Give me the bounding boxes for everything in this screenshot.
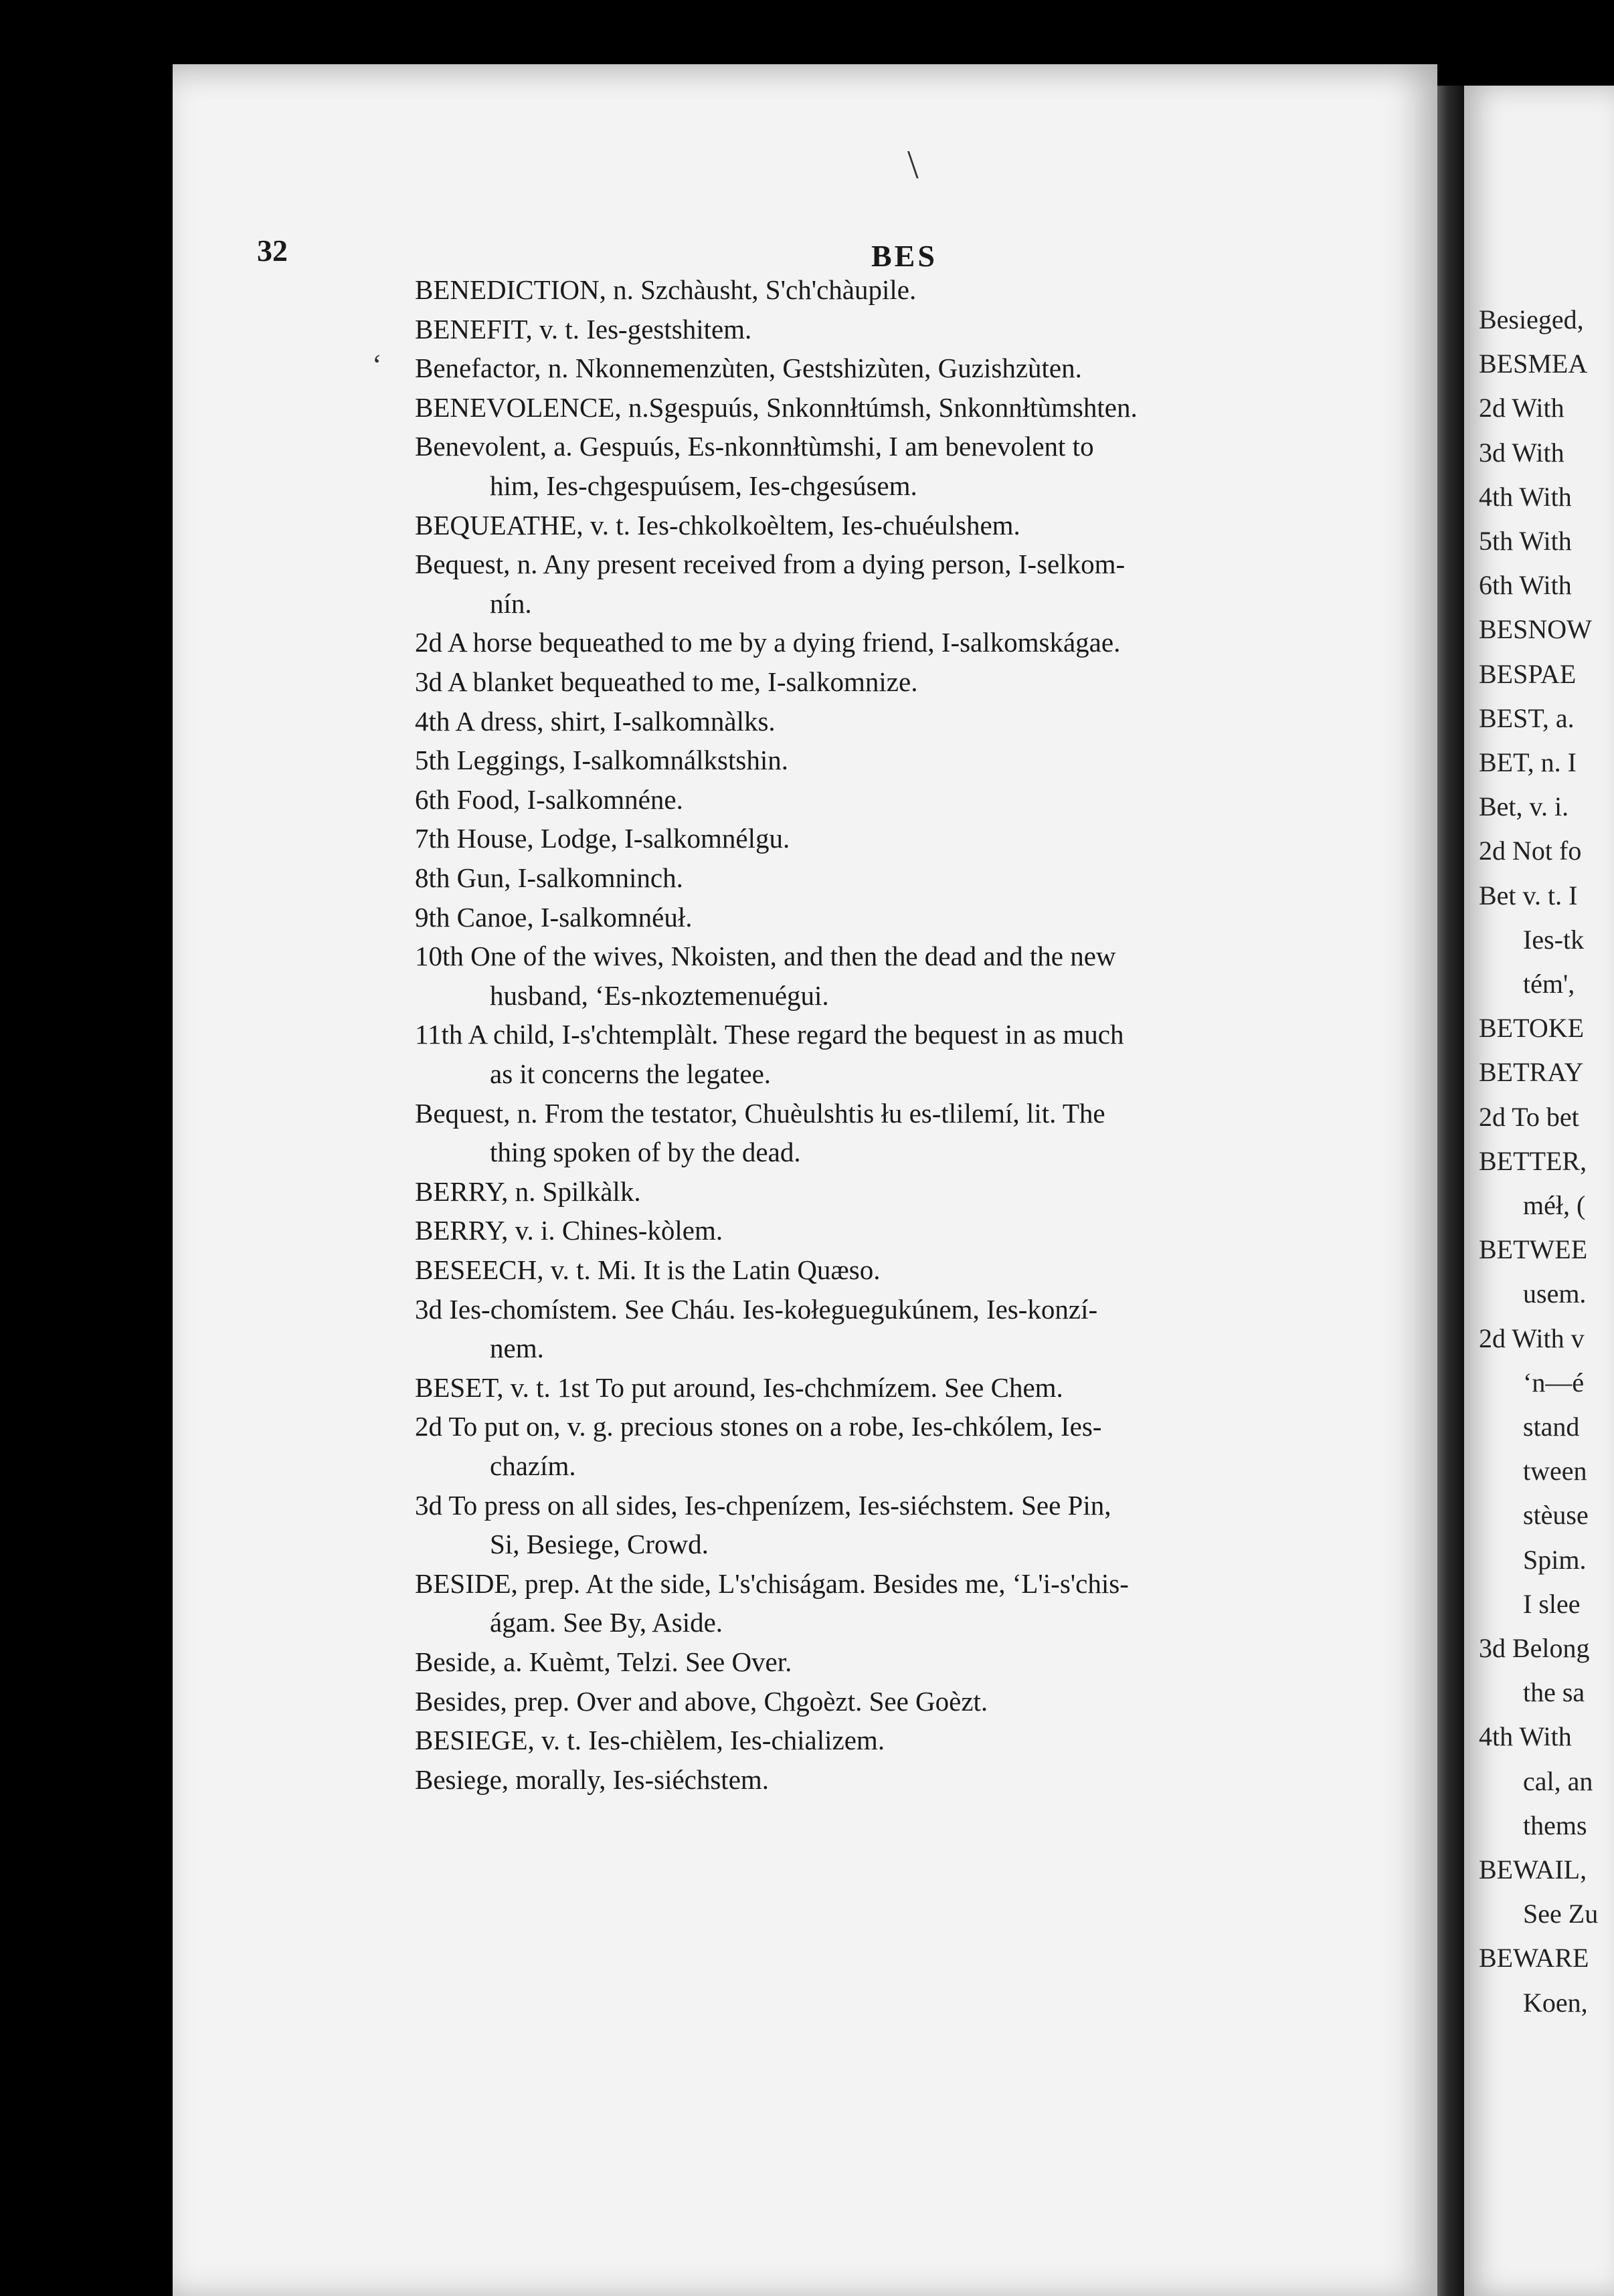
entry-line: 3d To press on all sides, Ies-chpenízem, Ies-siéchstem. See Pin, <box>415 1490 1111 1521</box>
entry-line: 3d Ies-chomístem. See Cháu. Ies-kołeguegukúnem, Ies-konzí- <box>415 1294 1098 1325</box>
facing-page-line: stèuse <box>1523 1500 1589 1530</box>
entry-line: BESEECH, v. t. Mi. It is the Latin Quæso. <box>415 1254 881 1285</box>
page-number: 32 <box>257 233 288 268</box>
facing-page-line: BEWARE <box>1479 1943 1589 1973</box>
facing-page-line: ‘n—é <box>1523 1367 1585 1398</box>
entry-line: 8th Gun, I-salkomninch. <box>415 862 683 893</box>
facing-page-line: BET, n. I <box>1479 747 1577 777</box>
facing-page-line: Spim. <box>1523 1545 1587 1575</box>
entry-line: BESIEGE, v. t. Ies-chièlem, Ies-chializem. <box>415 1725 885 1755</box>
facing-page-line: Koen, <box>1523 1988 1588 2018</box>
facing-page-line: 4th With <box>1479 482 1572 512</box>
entry-line: BENEDICTION, n. Szchàusht, S'ch'chàupile. <box>415 274 917 305</box>
entry-line: Besides, prep. Over and above, Chgoèzt. See Goèzt. <box>415 1686 988 1717</box>
facing-page-line: Bet, v. i. <box>1479 791 1569 822</box>
entry-line: Bequest, n. From the testator, Chuèulshtis łu es-tlilemí, lit. The <box>415 1098 1105 1129</box>
entry-line: 2d To put on, v. g. precious stones on a robe, Ies-chkólem, Ies- <box>415 1411 1102 1442</box>
entry-line: 3d A blanket bequeathed to me, I-salkomnize. <box>415 666 918 697</box>
entry-line: BERRY, v. i. Chines-kòlem. <box>415 1215 723 1246</box>
entry-line: BENEVOLENCE, n.Sgespuús, Snkonnłtúmsh, Snkonnłtùmshten. <box>415 392 1138 423</box>
entry-line: Beside, a. Kuèmt, Telzi. See Over. <box>415 1646 792 1677</box>
facing-page-line: BEST, a. <box>1479 703 1575 733</box>
facing-page-line: thems <box>1523 1810 1587 1840</box>
entry-line: chazím. <box>490 1450 576 1481</box>
facing-page-line: 4th With <box>1479 1721 1572 1751</box>
facing-page-line: méł, ( <box>1523 1190 1586 1220</box>
facing-page-line: 6th With <box>1479 570 1572 600</box>
entry-line: nem. <box>490 1333 544 1363</box>
facing-page-line: See Zu <box>1523 1899 1599 1929</box>
entry-line: BERRY, n. Spilkàlk. <box>415 1176 641 1207</box>
facing-page-line: Bet v. t. I <box>1479 880 1578 911</box>
entry-line: 11th A child, I-s'chtemplàlt. These regard the bequest in as much <box>415 1019 1124 1050</box>
entry-line: 2d A horse bequeathed to me by a dying friend, I-salkomskágae. <box>415 627 1121 658</box>
facing-page-line: BETRAY <box>1479 1057 1584 1087</box>
entry-line: BESIDE, prep. At the side, L's'chiságam. Besides me, ‘L'i-s'chis- <box>415 1568 1129 1599</box>
facing-page-line: Ies-tk <box>1523 925 1585 955</box>
entry-line: 6th Food, I-salkomnéne. <box>415 784 683 815</box>
facing-page-line: 2d To bet <box>1479 1102 1579 1132</box>
entry-line: husband, ‘Es-nkoztemenuégui. <box>490 980 829 1011</box>
facing-page-line: BESPAE <box>1479 659 1577 689</box>
facing-page-line: 2d With <box>1479 393 1564 423</box>
facing-page-line: 2d Not fo <box>1479 836 1582 866</box>
entry-line: 4th A dress, shirt, I-salkomnàlks. <box>415 706 776 737</box>
facing-page-line: BETTER, <box>1479 1146 1587 1176</box>
facing-page-line: cal, an <box>1523 1766 1593 1796</box>
facing-page <box>1464 86 1614 2296</box>
entry-line: BENEFIT, v. t. Ies-gestshitem. <box>415 314 752 345</box>
entry-line: BESET, v. t. 1st To put around, Ies-chchmízem. See Chem. <box>415 1372 1063 1403</box>
facing-page-line: usem. <box>1523 1278 1587 1309</box>
entry-line: him, Ies-chgespuúsem, Ies-chgesúsem. <box>490 470 917 501</box>
facing-page-line: 3d Belong <box>1479 1633 1590 1663</box>
entry-line: ágam. See By, Aside. <box>490 1607 723 1638</box>
entry-line: BEQUEATHE, v. t. Ies-chkolkoèltem, Ies-chuéulshem. <box>415 510 1020 541</box>
entry-line: Besiege, morally, Ies-siéchstem. <box>415 1764 770 1795</box>
facing-page-line: Besieged, <box>1479 304 1584 334</box>
facing-page-line: 3d With <box>1479 438 1564 468</box>
entry-line: 9th Canoe, I-salkomnéuł. <box>415 902 693 933</box>
entry-line: Bequest, n. Any present received from a dying person, I-selkom- <box>415 549 1126 579</box>
facing-page-line: BESMEA <box>1479 349 1588 379</box>
entry-line: 7th House, Lodge, I-salkomnélgu. <box>415 823 790 854</box>
entry-line: thing spoken of by the dead. <box>490 1137 801 1167</box>
facing-page-line: tween <box>1523 1456 1587 1486</box>
entry-line: as it concerns the legatee. <box>490 1058 772 1089</box>
entry-line: nín. <box>490 588 532 619</box>
entry-line: 10th One of the wives, Nkoisten, and then the dead and the new <box>415 941 1116 971</box>
facing-page-line: BETWEE <box>1479 1234 1588 1264</box>
running-head: BES <box>871 239 937 273</box>
facing-page-line: 5th With <box>1479 526 1572 556</box>
book-spine <box>1437 86 1464 2296</box>
facing-page-line: tém', <box>1523 969 1575 999</box>
facing-page-line: BEWAIL, <box>1479 1854 1587 1885</box>
entry-line: Benefactor, n. Nkonnemenzùten, Gestshizùten, Guzishzùten. <box>415 353 1082 383</box>
entry-line: 5th Leggings, I-salkomnálkstshin. <box>415 745 789 775</box>
facing-page-line: 2d With v <box>1479 1323 1585 1353</box>
stray-mark: \ <box>907 142 919 187</box>
facing-page-line: the sa <box>1523 1677 1585 1707</box>
entry-line: Benevolent, a. Gespuús, Es-nkonnłtùmshi, I am benevolent to <box>415 431 1094 462</box>
margin-mark: ‘ <box>372 349 382 381</box>
facing-page-line: BETOKE <box>1479 1013 1585 1043</box>
entry-line: Si, Besiege, Crowd. <box>490 1529 709 1559</box>
facing-page-line: BESNOW <box>1479 614 1592 644</box>
facing-page-line: I slee <box>1523 1589 1581 1619</box>
facing-page-line: stand <box>1523 1412 1580 1442</box>
